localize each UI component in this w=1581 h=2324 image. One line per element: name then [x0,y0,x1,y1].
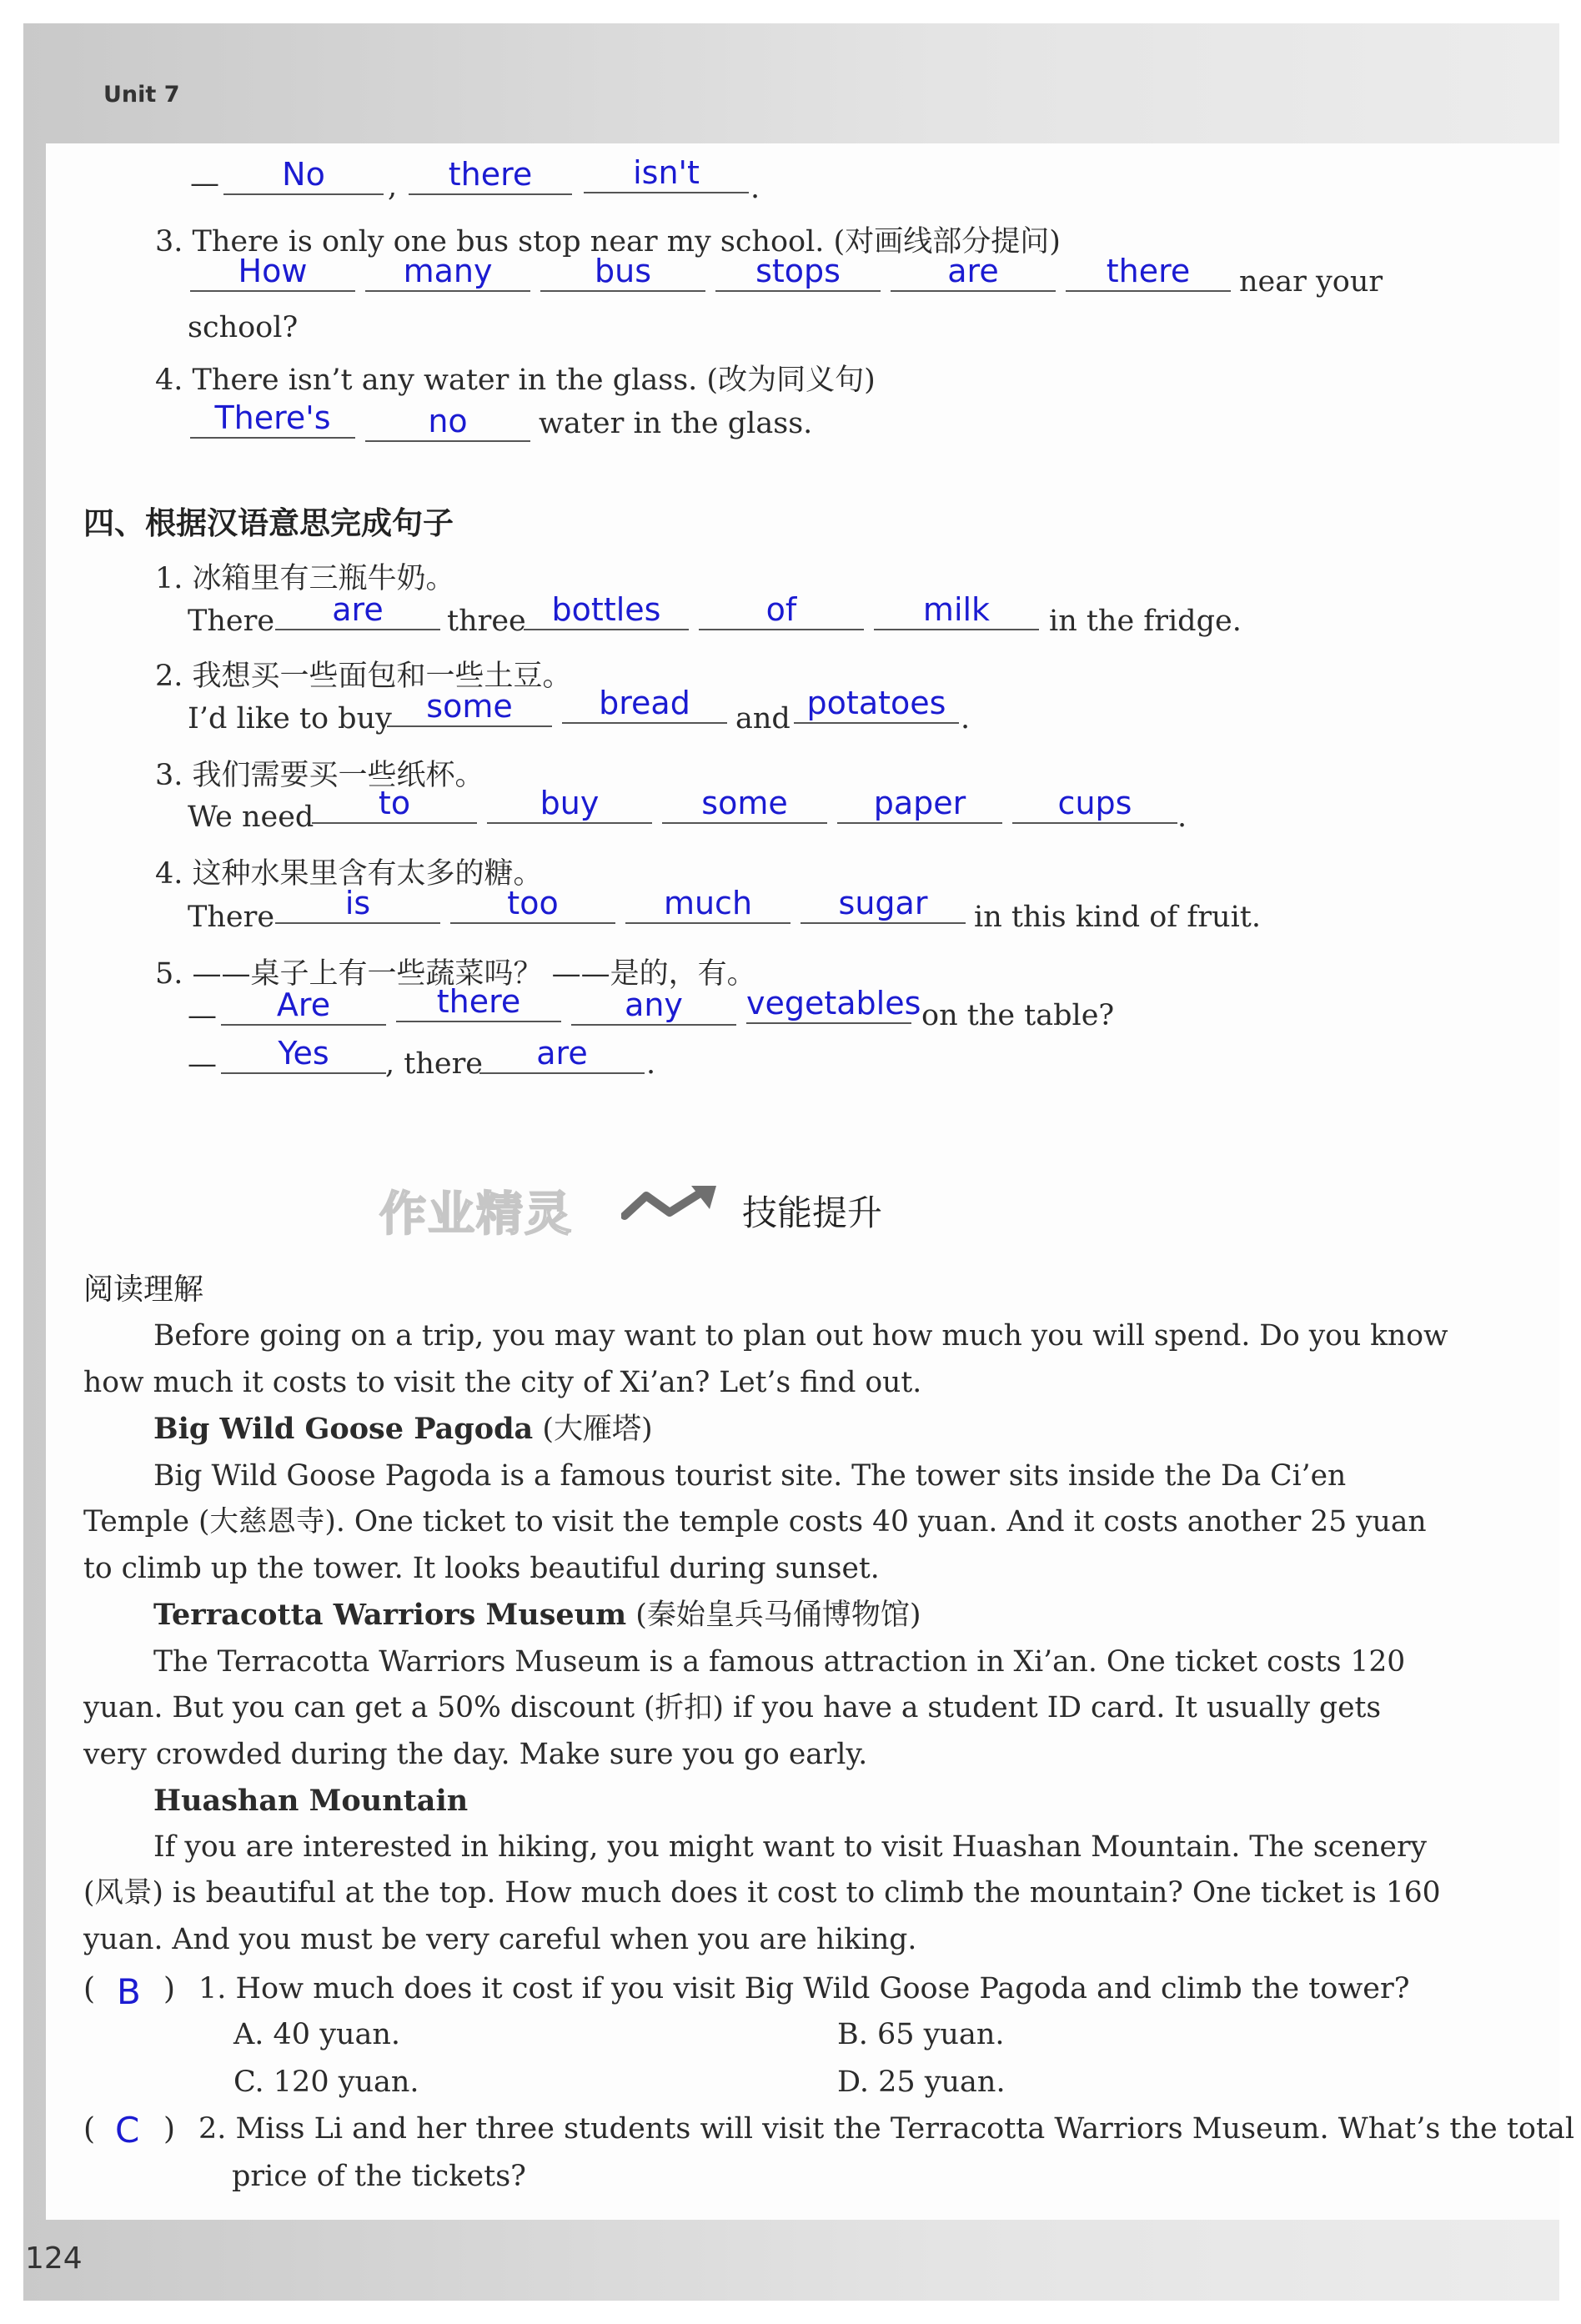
answer-blank[interactable]: stops [715,255,881,292]
watermark-logo: 作业精灵 [379,1187,573,1242]
chinese-sentence: 5. ——桌子上有一些蔬菜吗？ ——是的，有。 [155,957,756,991]
question-text: water in the glass. [539,407,813,440]
chinese-sentence: 2. 我想买一些面包和一些土豆。 [155,660,572,693]
chinese-sentence: 1. 冰箱里有三瓶牛奶。 [155,562,455,595]
paragraph: The Terracotta Warriors Museum is a famous attraction in Xi’an. One ticket costs 120 yuan. But you can get a 50% discount (折扣) if you have a student ID card. It usually gets very crowded during the day. Make sure you go early. [83,1644,1406,1771]
answer-blank[interactable]: paper [837,787,1002,824]
period: . [646,1047,656,1081]
sentence-text: in the fridge. [1049,605,1242,638]
answer-blank[interactable]: are [891,255,1056,292]
reading-title: 阅读理解 [83,1272,204,1307]
reading-passage [83,1313,1451,1963]
question-prompt: 3. There is only one bus stop near my school. (对画线部分提问) [155,225,1061,259]
unit-label: Unit 7 [103,82,180,108]
answer-blank[interactable]: many [365,255,530,292]
answer-blank[interactable]: there [1066,255,1231,292]
answer-blank[interactable]: there [409,158,572,195]
bracket-close: ) [163,1972,176,2006]
answer-blank[interactable]: There's [190,402,355,439]
sentence-text: We need [188,801,314,834]
answer-blank[interactable]: any [571,989,736,1026]
answer-blank[interactable]: vegetables [746,987,911,1024]
section-title: 技能提升 [742,1192,883,1233]
answer-blank[interactable]: potatoes [794,687,959,724]
question-text: 2. Miss Li and her three students will visit the Terracotta Warriors Museum. What’s the total [198,2112,1575,2146]
paragraph: If you are interested in hiking, you might want to visit Huashan Mountain. The scenery (风景) is beautiful at the top. How much does it cost to climb the mountain? One ticket is 160 yuan. And you must be very careful when you are hiking. [83,1830,1441,1956]
bracket-close: ) [163,2112,176,2146]
dash: — [188,999,217,1032]
answer-blank[interactable]: there [396,986,561,1022]
answer-blank[interactable]: sugar [801,887,966,924]
sentence-text: in this kind of fruit. [974,901,1261,934]
answer-blank[interactable]: Yes [221,1037,386,1074]
chinese-sentence: 3. 我们需要买一些纸杯。 [155,759,484,792]
answer-blank[interactable]: cups [1012,787,1177,824]
sentence-text: on the table? [921,999,1115,1032]
sentence-text: There [188,605,275,638]
answer-blank[interactable]: no [365,405,530,442]
bracket-open: ( [83,2112,96,2146]
answer-blank[interactable]: Are [221,989,386,1026]
question-text: price of the tickets? [232,2160,526,2193]
chinese-sentence: 4. 这种水果里含有太多的糖。 [155,857,543,891]
section-heading [83,1406,1451,1453]
period: . [961,702,971,735]
answer-blank[interactable]: No [223,158,384,195]
answer-blank[interactable]: How [190,255,355,292]
answer-blank[interactable]: milk [874,594,1039,630]
answer-blank[interactable]: bus [540,255,705,292]
heading-text: Huashan Mountain [153,1784,469,1818]
answer-blank[interactable]: are [275,594,440,630]
answer-blank[interactable]: buy [487,787,652,824]
answer-blank[interactable]: isn't [584,157,749,193]
dash: — [190,167,219,200]
period: . [750,172,760,205]
answer-blank[interactable]: bottles [524,594,689,630]
bracket-open: ( [83,1972,96,2006]
answer-blank[interactable]: bread [562,687,727,724]
comma: , [388,170,398,203]
sentence-text: , there [385,1047,484,1081]
answer-blank[interactable]: of [699,594,864,630]
sentence-text: There [188,901,275,934]
sentence-text: three [447,605,526,638]
question-prompt: 4. There isn’t any water in the glass. (改为同义句) [155,364,876,397]
answer-blank[interactable]: too [450,887,615,924]
section-title: 四、根据汉语意思完成句子 [83,505,454,541]
answer-blank[interactable]: are [479,1037,645,1074]
option[interactable]: A. 40 yuan. [233,2018,401,2051]
section-heading [83,1778,1451,1825]
sentence-text: I’d like to buy [188,702,392,735]
heading-cn: (大雁塔) [533,1413,653,1446]
trend-up-icon [621,1184,721,1229]
option[interactable]: C. 120 yuan. [233,2065,419,2099]
answer-blank[interactable]: to [312,787,477,824]
heading-cn: (秦始皇兵马俑博物馆) [626,1599,921,1632]
answer-choice[interactable]: B [117,1971,141,2012]
question-text: school? [188,311,299,344]
paragraph: Big Wild Goose Pagoda is a famous tourist site. The tower sits inside the Da Ci’en Temple (大慈恩寺). One ticket to visit the temple costs 40 yuan. And it costs another 25 yuan to climb up the tower. It looks beautiful during sunset. [83,1458,1427,1585]
answer-choice[interactable]: C [115,2110,140,2151]
answer-blank[interactable]: much [625,887,790,924]
option[interactable]: B. 65 yuan. [837,2018,1005,2051]
question-text: near your [1239,265,1383,299]
sentence-text: and [735,702,790,735]
option[interactable]: D. 25 yuan. [837,2065,1006,2099]
period: . [1177,801,1187,834]
answer-blank[interactable]: some [662,787,827,824]
heading-text: Big Wild Goose Pagoda [153,1412,534,1446]
dash: — [188,1047,217,1081]
heading-text: Terracotta Warriors Museum [153,1598,627,1632]
paragraph: Before going on a trip, you may want to plan out how much you will spend. Do you know how much it costs to visit the city of Xi’an? Let’s find out. [83,1319,1448,1399]
section-heading [83,1592,1451,1639]
answer-blank[interactable]: is [275,887,440,924]
answer-blank[interactable]: some [387,690,552,727]
page-number: 124 [25,2241,83,2276]
question-text: 1. How much does it cost if you visit Big Wild Goose Pagoda and climb the tower? [198,1972,1410,2005]
